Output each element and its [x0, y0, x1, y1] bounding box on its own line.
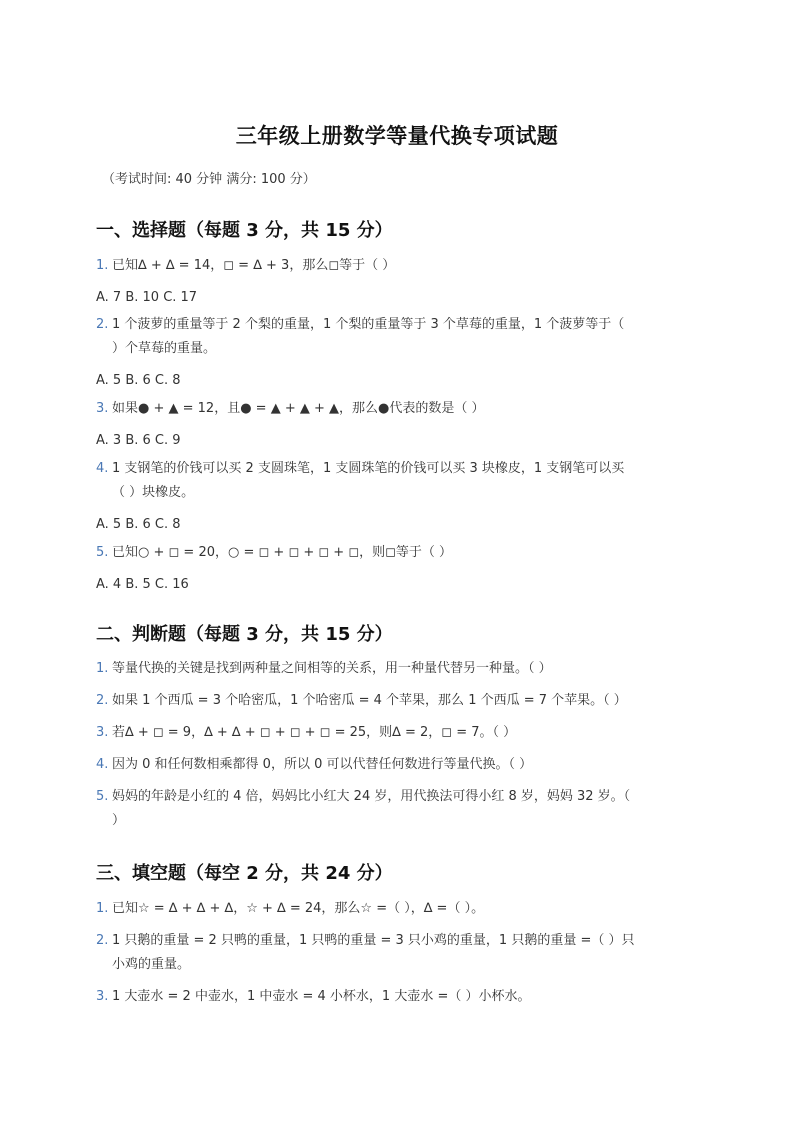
question-text-continued: 小鸡的重量。: [112, 957, 191, 972]
question-text: 如果 1 个西瓜 = 3 个哈密瓜，1 个哈密瓜 = 4 个苹果，那么 1 个西瓜 = 7 个苹果。（ ）: [112, 693, 627, 708]
question-number: 2.: [96, 933, 109, 948]
question-text-continued: ）个草莓的重量。: [112, 341, 217, 356]
question-item: [96, 785, 696, 833]
section-heading-judgement: 二、判断题（每题 3 分，共 15 分）: [96, 624, 393, 645]
question-number: 2.: [96, 693, 109, 708]
question-text: 已知∆ + ∆ = 14，◻ = ∆ + 3，那么◻等于（ ）: [112, 258, 396, 273]
question-number: 1.: [96, 661, 109, 676]
question-item: [96, 929, 696, 977]
question-text: 已知☆ = ∆ + ∆ + ∆，☆ + ∆ = 24，那么☆ =（ ），∆ =（ ）。: [112, 901, 485, 916]
page-title: 三年级上册数学等量代换专项试题: [235, 124, 559, 148]
question-text: 1 只鹅的重量 = 2 只鸭的重量，1 只鸭的重量 = 3 只小鸡的重量，1 只鹅的重量 =（ ）只: [112, 933, 635, 948]
question-item: [96, 897, 696, 921]
question-item: [96, 985, 696, 1009]
question-text: 1 支钢笔的价钱可以买 2 支圆珠笔，1 支圆珠笔的价钱可以买 3 块橡皮，1 支钢笔可以买: [112, 461, 625, 476]
question-number: 3.: [96, 989, 109, 1004]
question-options: A. 5 B. 6 C. 8: [96, 373, 181, 388]
exam-meta: （考试时间: 40 分钟 满分: 100 分）: [102, 172, 316, 187]
question-item: [96, 254, 696, 278]
question-number: 3.: [96, 725, 109, 740]
question-text: 若∆ + ◻ = 9，∆ + ∆ + ◻ + ◻ + ◻ = 25，则∆ = 2，◻ = 7。（ ）: [112, 725, 517, 740]
question-text: 1 大壶水 = 2 中壶水，1 中壶水 = 4 小杯水，1 大壶水 =（ ）小杯水。: [112, 989, 531, 1004]
question-number: 4.: [96, 461, 109, 476]
question-text: 1 个菠萝的重量等于 2 个梨的重量，1 个梨的重量等于 3 个草莓的重量，1 个菠萝等于（: [112, 317, 625, 332]
question-text: 等量代换的关键是找到两种量之间相等的关系，用一种量代替另一种量。（ ）: [112, 661, 552, 676]
question-number: 1.: [96, 901, 109, 916]
question-item: [96, 721, 696, 745]
section-heading-choice: 一、选择题（每题 3 分，共 15 分）: [96, 220, 393, 241]
section-heading-fill: 三、填空题（每空 2 分，共 24 分）: [96, 863, 393, 884]
question-number: 5.: [96, 545, 109, 560]
question-item: [96, 397, 696, 421]
question-item: [96, 657, 696, 681]
question-text: 因为 0 和任何数相乘都得 0，所以 0 可以代替任何数进行等量代换。（ ）: [112, 757, 533, 772]
question-number: 2.: [96, 317, 109, 332]
question-item: [96, 753, 696, 777]
question-text: 已知○ + ◻ = 20，○ = ◻ + ◻ + ◻ + ◻，则◻等于（ ）: [112, 545, 453, 560]
question-item: [96, 689, 696, 713]
question-text: 妈妈的年龄是小红的 4 倍，妈妈比小红大 24 岁，用代换法可得小红 8 岁，妈妈 32 岁。（: [112, 789, 631, 804]
question-item: [96, 313, 696, 361]
question-text-continued: ）: [112, 813, 126, 828]
question-number: 4.: [96, 757, 109, 772]
question-number: 5.: [96, 789, 109, 804]
question-item: [96, 457, 696, 505]
question-item: [96, 541, 696, 565]
question-text-continued: （ ）块橡皮。: [112, 485, 195, 500]
question-options: A. 7 B. 10 C. 17: [96, 290, 198, 305]
question-text: 如果● + ▲ = 12，且● = ▲ + ▲ + ▲，那么●代表的数是（ ）: [112, 401, 485, 416]
question-number: 3.: [96, 401, 109, 416]
question-options: A. 4 B. 5 C. 16: [96, 577, 189, 592]
question-number: 1.: [96, 258, 109, 273]
question-options: A. 5 B. 6 C. 8: [96, 517, 181, 532]
question-options: A. 3 B. 6 C. 9: [96, 433, 181, 448]
